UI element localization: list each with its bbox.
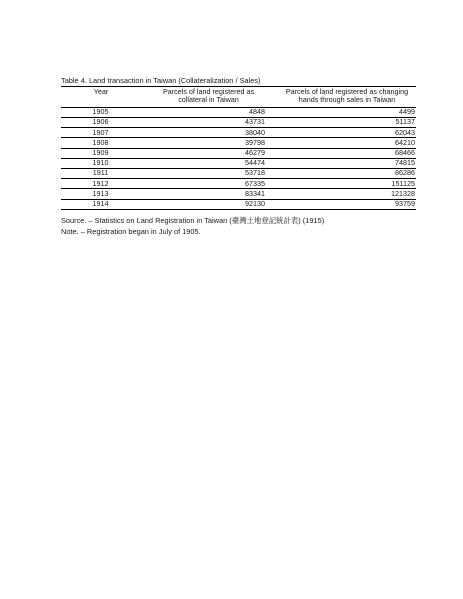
cell-sales: 68466 bbox=[395, 147, 415, 157]
cell-collateral: 92130 bbox=[245, 198, 265, 208]
cell-collateral: 38040 bbox=[245, 127, 265, 137]
header-collateral-line1: Parcels of land registered as bbox=[162, 87, 255, 96]
cell-collateral: 4848 bbox=[249, 107, 265, 117]
cell-sales: 51137 bbox=[395, 117, 415, 127]
cell-sales: 74815 bbox=[395, 158, 415, 168]
cell-year: 1910 bbox=[92, 158, 109, 168]
cell-collateral: 39798 bbox=[245, 137, 265, 147]
cell-collateral: 53718 bbox=[245, 168, 265, 178]
cell-sales: 86286 bbox=[395, 168, 415, 178]
table-caption: Table 4. Land transaction in Taiwan (Collateralization / Sales) bbox=[61, 76, 261, 85]
table-row bbox=[61, 138, 416, 148]
cell-sales: 62043 bbox=[395, 127, 415, 137]
table-row bbox=[61, 148, 416, 158]
header-sales bbox=[266, 87, 416, 108]
cell-year: 1914 bbox=[92, 198, 109, 208]
table-row bbox=[61, 189, 416, 199]
cell-year: 1906 bbox=[92, 117, 109, 127]
header-collateral-line2: collateral in Taiwan bbox=[178, 95, 239, 105]
table-row bbox=[61, 128, 416, 138]
header-sales-line1: Parcels of land registered as changing bbox=[285, 87, 409, 96]
header-year: Year bbox=[93, 87, 109, 96]
cell-sales: 93759 bbox=[395, 198, 415, 208]
cell-year: 1911 bbox=[92, 168, 109, 178]
source-line: Source. – Statistics on Land Registration in Taiwan (臺灣土地登記統計表) (1915) bbox=[61, 216, 325, 225]
cell-year: 1907 bbox=[92, 127, 109, 137]
header-sales-line2: hands through sales in Taiwan bbox=[298, 95, 396, 105]
cell-year: 1905 bbox=[92, 107, 109, 117]
cell-sales: 4499 bbox=[399, 107, 415, 117]
cell-sales: 64210 bbox=[395, 137, 415, 147]
land-transaction-table bbox=[61, 86, 416, 210]
header-collateral bbox=[141, 87, 266, 108]
cell-collateral: 83341 bbox=[245, 188, 265, 198]
cell-collateral: 54474 bbox=[245, 158, 265, 168]
cell-sales: 151125 bbox=[391, 178, 415, 188]
table-row bbox=[61, 158, 416, 168]
table-row bbox=[61, 199, 416, 209]
cell-year: 1908 bbox=[92, 137, 109, 147]
table-row bbox=[61, 107, 416, 117]
table-header-row bbox=[61, 87, 416, 108]
note-line: Note. – Registration began in July of 1905. bbox=[61, 227, 201, 236]
cell-collateral: 46279 bbox=[245, 147, 265, 157]
table-row bbox=[61, 179, 416, 189]
table-row bbox=[61, 118, 416, 128]
table-row bbox=[61, 168, 416, 178]
cell-year: 1909 bbox=[92, 147, 109, 157]
cell-year: 1913 bbox=[92, 188, 109, 198]
cell-year: 1912 bbox=[92, 178, 109, 188]
cell-collateral: 43731 bbox=[245, 117, 265, 127]
cell-collateral: 67335 bbox=[245, 178, 265, 188]
cell-sales: 121328 bbox=[391, 188, 415, 198]
